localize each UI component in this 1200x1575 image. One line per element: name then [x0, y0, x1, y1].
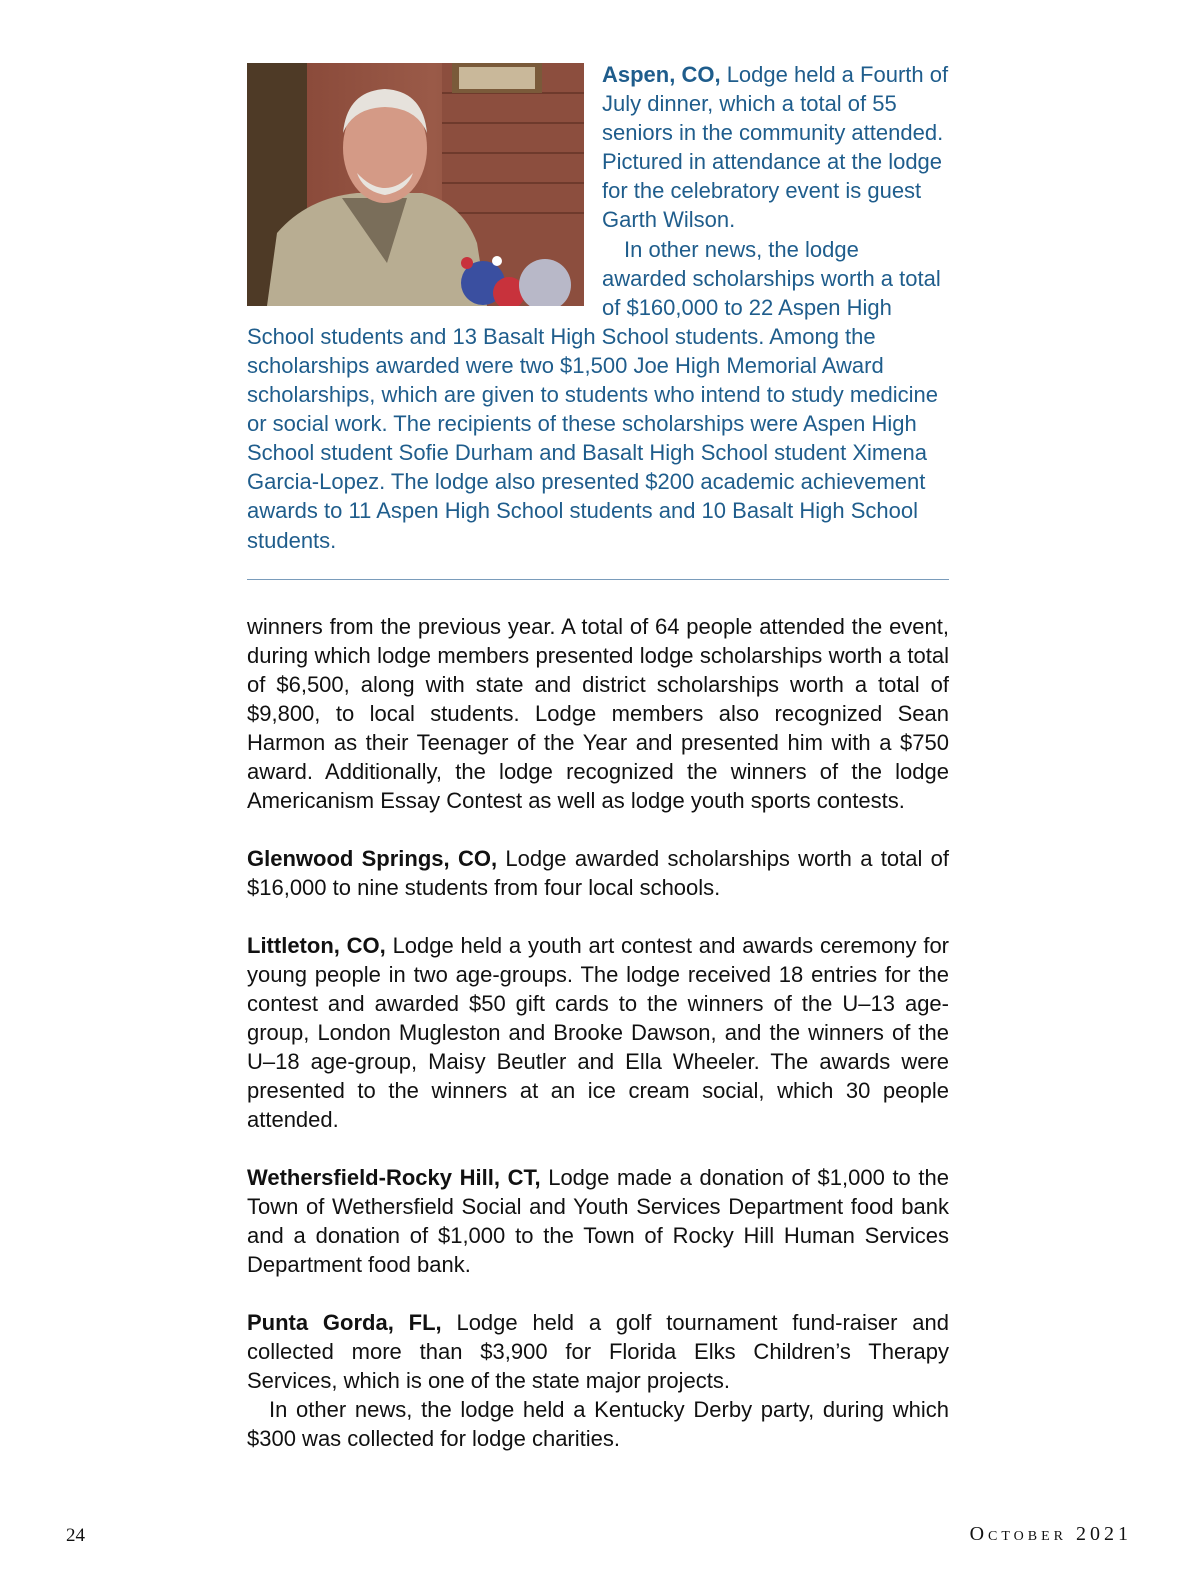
wethersfield-paragraph [247, 1163, 949, 1279]
photo-illustration [247, 63, 584, 306]
garth-wilson-photo [247, 63, 584, 306]
aspen-feature [247, 60, 949, 555]
section-divider [247, 579, 949, 580]
aspen-text: Lodge held a Fourth of July dinner, which a total of 55 seniors in the community attended. Pictured in attendance at the lodge for the celebratory event is guest Garth Wilson. [602, 62, 949, 233]
article-column [247, 612, 949, 1453]
aspen-scholarship-text: In other news, the lodge awarded scholarships worth a total of $160,000 to 22 Aspen High School students and 13 Basalt High School students. Among the scholarships awarded were two $1,500 Joe High Memorial Award scholarships, which are given to students who intend to study medicine or social work. The recipients of these scholarships were Aspen High School student Sofie Durham and Basalt High School student Ximena Garcia-Lopez. The lodge also presented $200 academic achievement awards to 11 Aspen High School students and 10 Basalt High School students. [247, 236, 941, 553]
glenwood-text: Lodge awarded scholarships worth a total of $16,000 to nine students from four local schools. [247, 846, 949, 900]
wethersfield-text: Lodge made a donation of $1,000 to the Town of Wethersfield Social and Youth Services Department food bank and a donation of $1,000 to the Town of Rocky Hill Human Services Department food bank. [247, 1165, 950, 1277]
littleton-heading: Littleton, CO, [247, 933, 386, 958]
page-number: 24 [66, 1525, 85, 1546]
littleton-paragraph [247, 931, 949, 1134]
issue-date: October 2021 [969, 1523, 1132, 1545]
wethersfield-heading: Wethersfield-Rocky Hill, CT, [247, 1165, 541, 1190]
punta-gorda-heading: Punta Gorda, FL, [247, 1310, 442, 1335]
continued-paragraph: winners from the previous year. A total of 64 people attended the event, during which lodge members presented lodge scholarships worth a total of $6,500, along with state and district scholarships worth a total of $9,800, to local students. Lodge members also recognized Sean Harmon as their Teenager of the Year and presented him with a $750 award. Additionally, the lodge recognized the winners of the lodge Americanism Essay Contest as well as lodge youth sports contests. [247, 614, 949, 813]
punta-gorda-paragraph-2: In other news, the lodge held a Kentucky Derby party, during which $300 was collected for lodge charities. [247, 1397, 949, 1451]
aspen-heading: Aspen, CO, [602, 62, 721, 87]
glenwood-paragraph [247, 844, 949, 902]
punta-gorda-text: Lodge held a golf tournament fund-raiser and collected more than $3,900 for Florida Elks Children’s Therapy Services, which is one of the state major projects. [247, 1310, 949, 1393]
glenwood-heading: Glenwood Springs, CO, [247, 846, 498, 871]
littleton-text: Lodge held a youth art contest and awards ceremony for young people in two age-groups. The lodge received 18 entries for the contest and awarded $50 gift cards to the winners of the U–13 age-group, London Mugleston and Brooke Dawson, and the winners of the U–18 age-group, Maisy Beutler and Ella Wheeler. The awards were presented to the winners at an ice cream social, which 30 people attended. [247, 933, 950, 1132]
punta-gorda-paragraph [247, 1308, 949, 1395]
